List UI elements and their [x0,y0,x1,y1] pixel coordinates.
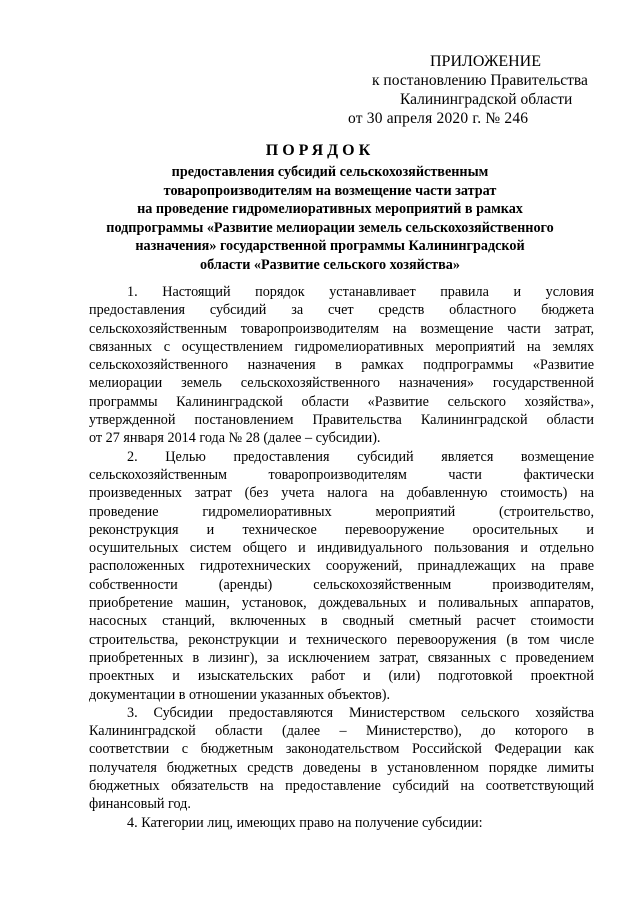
subtitle-line: области «Развитие сельского хозяйства» [200,256,460,273]
paragraph-line: 4. Категории лиц, имеющих право на получение субсидии: [127,814,483,831]
paragraph-line: утвержденной постановлением Правительства Калининградской области [89,412,594,429]
paragraph-line: приобретенных в лизинг), за исключением затрат, связанных с проведением [89,649,594,666]
subtitle-line: предоставления субсидий сельскохозяйственным [171,164,489,180]
paragraph-line: сельскохозяйственным товаропроизводителям части фактически [89,466,594,483]
paragraph-line: осушительных систем общего и индивидуального пользования и отдельно [89,540,594,557]
paragraph-2 [89,448,594,704]
paragraph-line: проектных и изыскательских работ и (или) подготовкой проектной [89,668,594,685]
paragraph-line: сельскохозяйственным товаропроизводителям на возмещение части затрат, [89,320,594,337]
paragraph-line: программы Калининградской области «Развитие сельского хозяйства», [89,393,594,410]
appendix-region: Калининградской области [400,91,573,108]
paragraph-line: приобретение машин, установок, дождевальных и поливальных аппаратов, [89,595,594,612]
paragraph-line: расположенных гидротехнических сооружений, принадлежащих на праве [89,558,594,575]
appendix-date-number: от 30 апреля 2020 г. № 246 [348,110,529,127]
paragraph-1 [89,283,594,448]
appendix-header [340,52,600,128]
paragraph-line: от 27 января 2014 года № 28 (далее – субсидии). [89,430,381,447]
subtitle-line: на проведение гидромелиоративных мероприятий в рамках [137,201,523,217]
paragraph-line: связанных с осуществлением гидромелиоративных мероприятий на землях [89,338,594,355]
paragraph-line: собственности (аренды) сельскохозяйственным производителям, [89,576,594,593]
appendix-decree-ref: к постановлению Правительства [372,72,588,89]
paragraph-line: произведенных затрат (без учета налога на добавленную стоимость) на [89,485,594,502]
paragraph-line: реконструкция и техническое перевооружение оросительных и [89,521,594,538]
paragraph-line: документации в отношении указанных объектов). [89,686,391,703]
document-body [89,283,594,832]
paragraph-line: проведение гидромелиоративных мероприятий (строительство, [89,503,594,520]
paragraph-line: строительства, реконструкции и технического перевооружения (в том числе [89,631,594,648]
paragraph-line: бюджетных обязательств на предоставление субсидий на соответствующий [89,778,594,795]
subtitle-line: товаропроизводителям на возмещение части затрат [163,182,497,199]
paragraph-line: мелиорации земель сельскохозяйственного назначения» государственной [89,375,594,392]
paragraph-line: Калининградской области (далее – Министерство), до которого в [89,723,594,740]
paragraph-line: сельскохозяйственного назначения в рамках подпрограммы «Развитие [89,357,594,374]
paragraph-line: насосных станций, включенных в сводный сметный расчет стоимости [89,613,594,630]
paragraph-line: финансовый год. [89,796,191,813]
paragraph-3 [89,704,594,814]
subtitle-line: подпрограммы «Развитие мелиорации земель сельскохозяйственного [106,219,554,236]
document-subtitle [60,163,600,274]
paragraph-line: 2. Целью предоставления субсидий является возмещение [127,448,594,465]
paragraph-line: 3. Субсидии предоставляются Министерством сельского хозяйства [127,704,594,721]
paragraph-line: соответствии с бюджетным законодательством Российской Федерации как [89,741,594,758]
appendix-title: ПРИЛОЖЕНИЕ [430,53,542,70]
paragraph-line: 1. Настоящий порядок устанавливает правила и условия [127,284,594,300]
paragraph-4 [89,814,594,832]
paragraph-line: получателя бюджетных средств доведены в установленном порядке лимиты [89,759,594,776]
document-title: ПОРЯДОК [265,142,375,159]
paragraph-line: предоставления субсидий за счет средств областного бюджета [89,302,594,319]
subtitle-line: назначения» государственной программы Калининградской [135,238,525,254]
